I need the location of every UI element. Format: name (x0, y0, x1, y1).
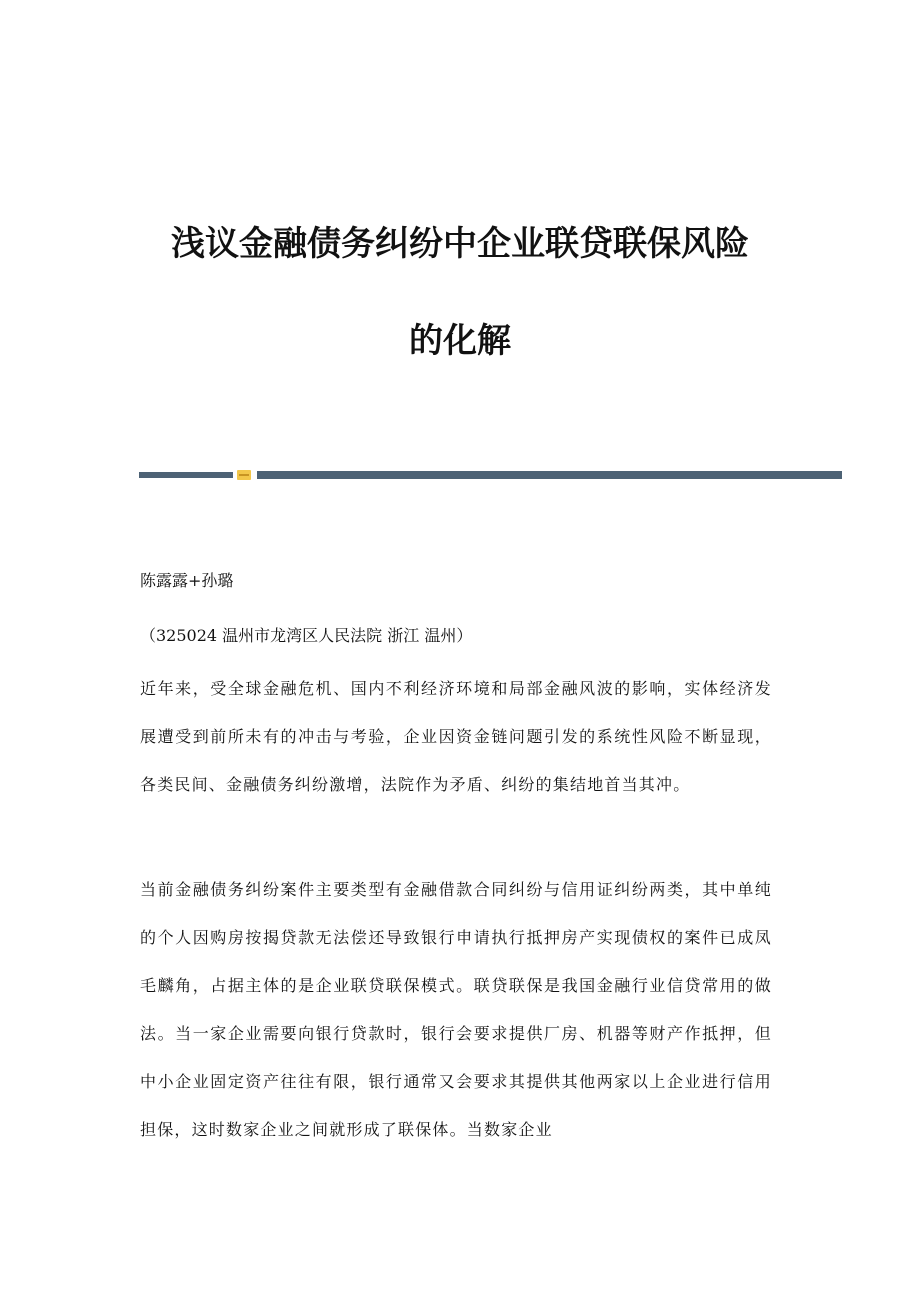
body-paragraph-1: 近年来，受全球金融危机、国内不利经济环境和局部金融风波的影响，实体经济发展遭受到前所未有的冲击与考验，企业因资金链问题引发的系统性风险不断显现，各类民间、金融债务纠纷激增，法院作为矛盾、纠纷的集结地首当其冲。 (140, 679, 772, 794)
affiliation-line: （325024 温州市龙湾区人民法院 浙江 温州） (140, 626, 473, 645)
title-divider (139, 468, 842, 482)
author-line: 陈露露+孙璐 (140, 571, 234, 590)
body-paragraph-2: 当前金融债务纠纷案件主要类型有金融借款合同纠纷与信用证纠纷两类，其中单纯的个人因购房按揭贷款无法偿还导致银行申请执行抵押房产实现债权的案件已成凤毛麟角，占据主体的是企业联贷联保模式。联贷联保是我国金融行业信贷常用的做法。当一家企业需要向银行贷款时，银行会要求提供厂房、机器等财产作抵押，但中小企业固定资产往往有限，银行通常又会要求其提供其他两家以上企业进行信用担保，这时数家企业之间就形成了联保体。当数家企业 (140, 880, 772, 1139)
divider-accent-icon (237, 470, 251, 480)
divider-bar-right (257, 471, 842, 479)
divider-bar-left (139, 472, 233, 478)
document-title-line-2: 的化解 (409, 321, 511, 361)
document-title-line-1: 浅议金融债务纠纷中企业联贷联保风险 (171, 224, 749, 264)
